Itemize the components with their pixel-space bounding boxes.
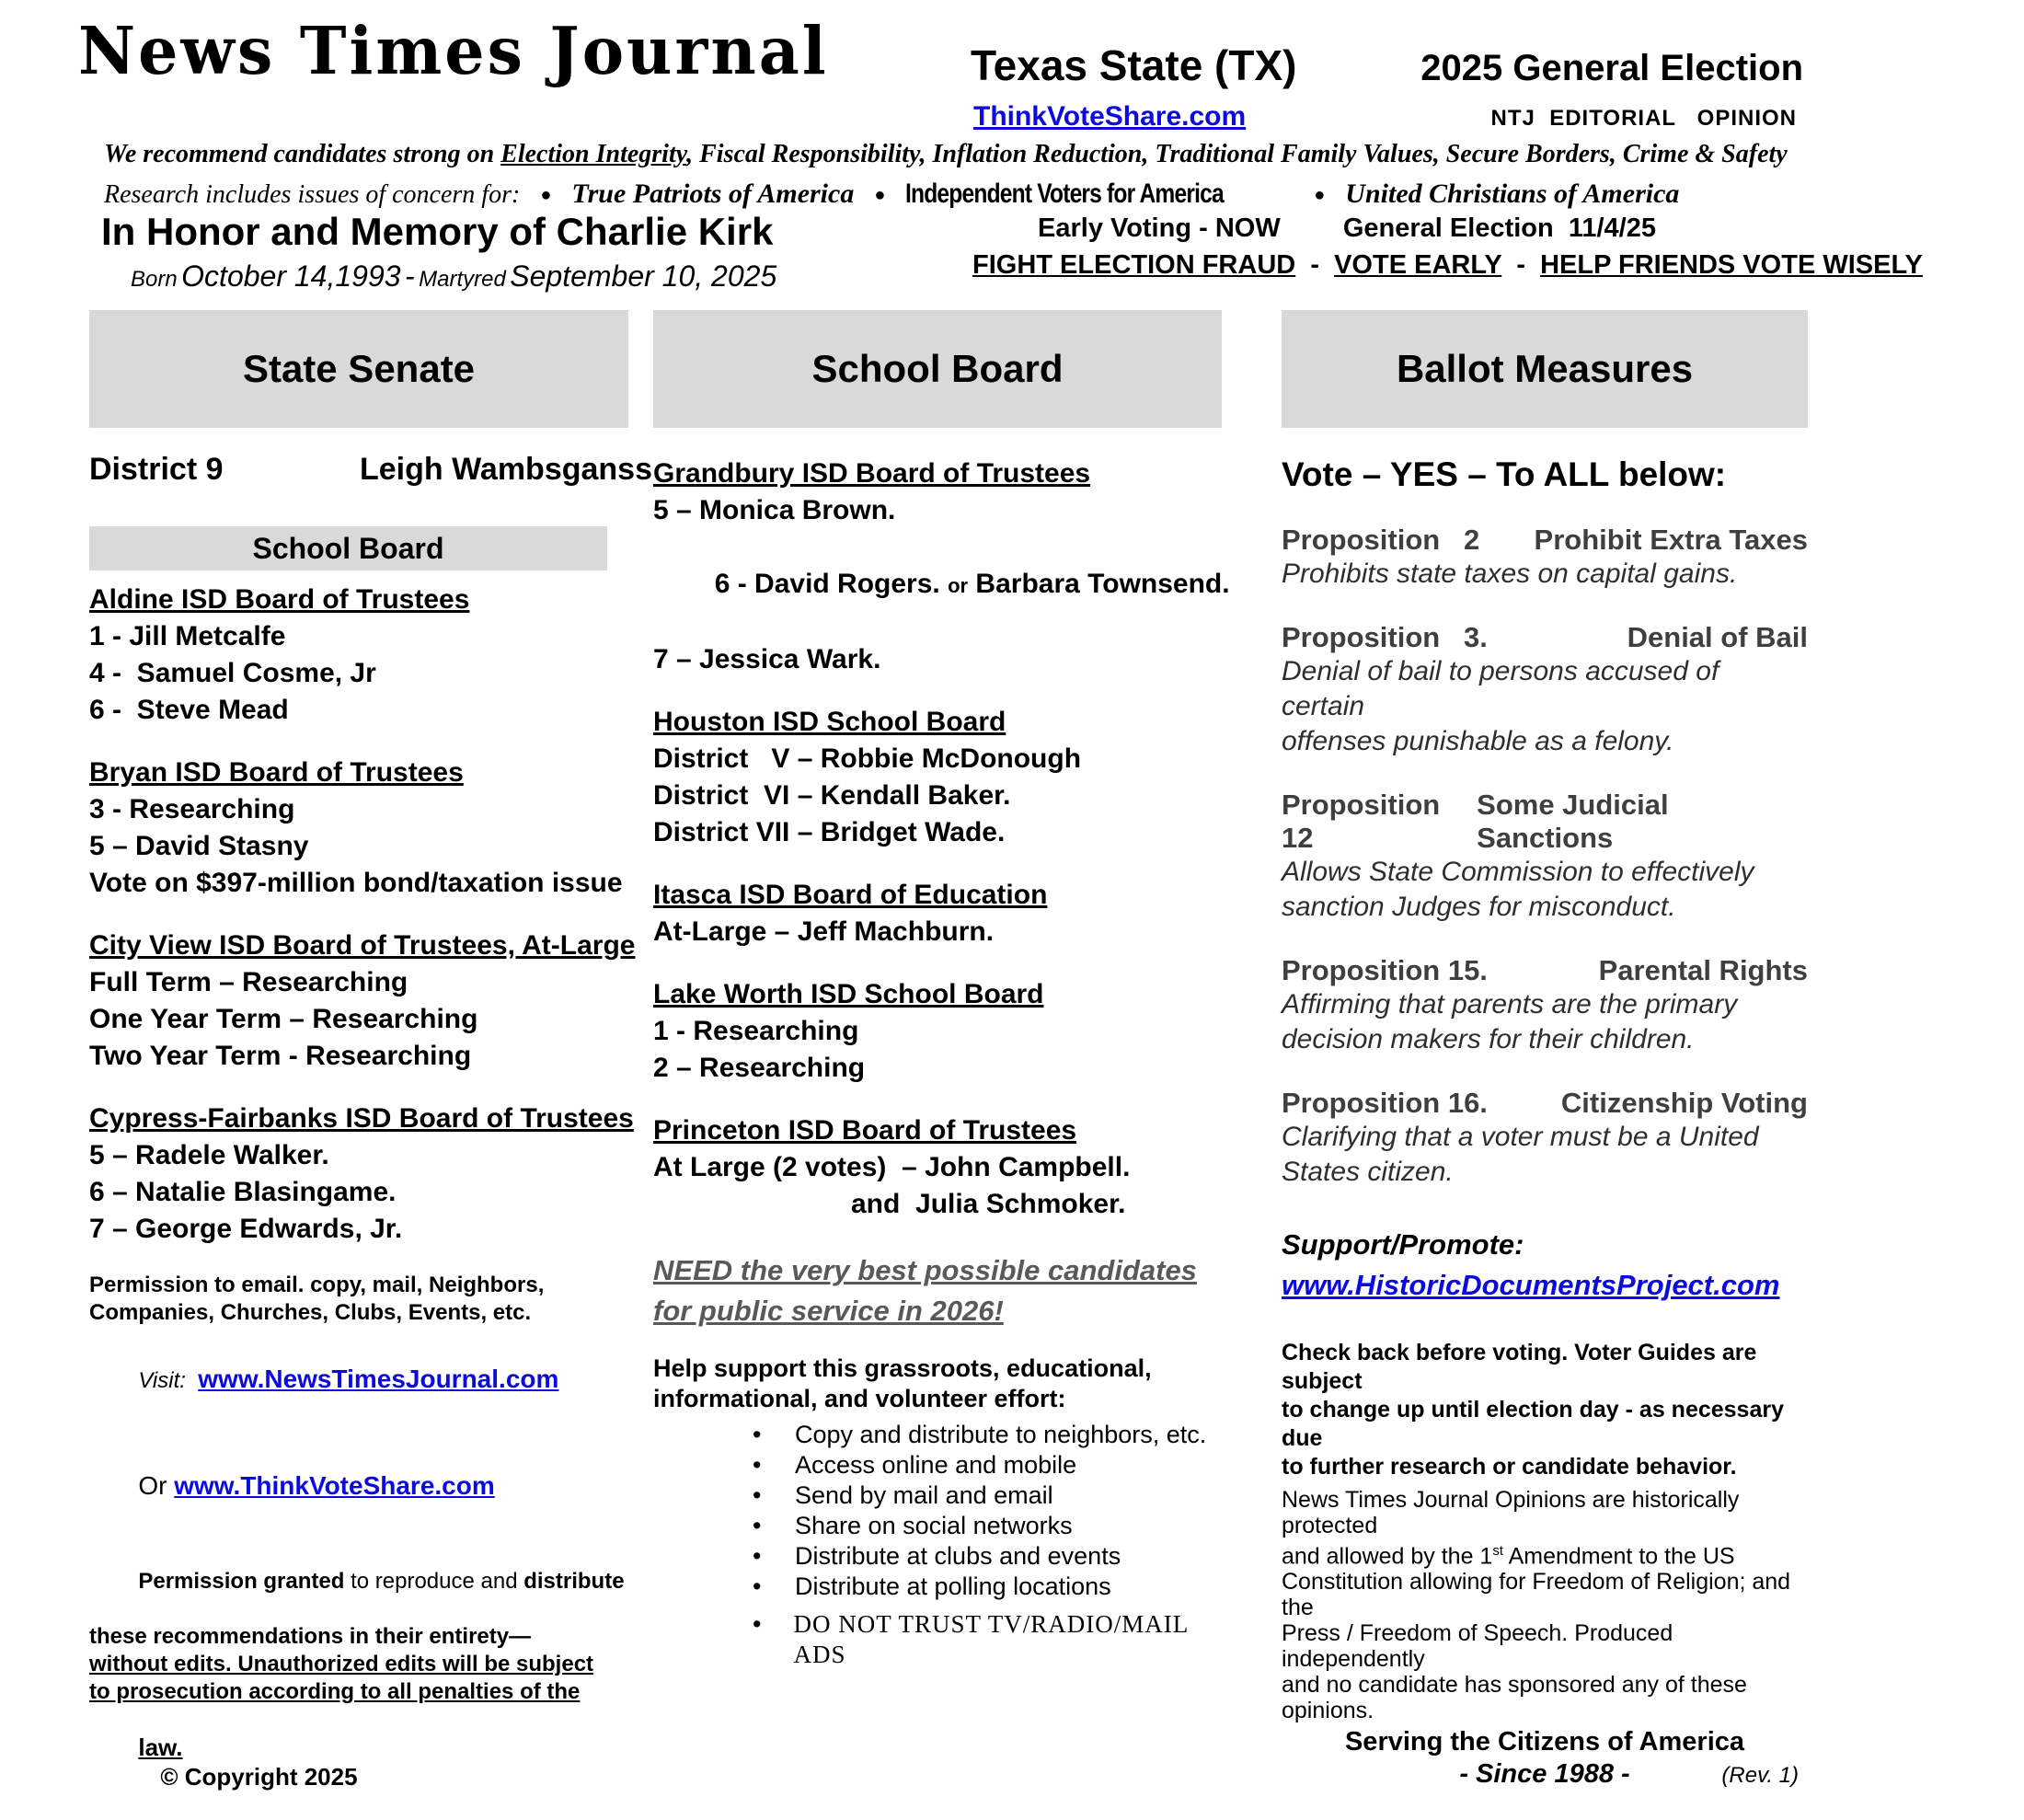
born-label: Born bbox=[131, 267, 178, 292]
permission-block bbox=[89, 1272, 652, 1820]
copyright-row bbox=[89, 1706, 652, 1820]
isd-section bbox=[89, 754, 652, 902]
candidate-line: District V – Robbie McDonough bbox=[653, 743, 1082, 774]
opinions-line bbox=[1282, 1538, 1808, 1569]
help-friends: HELP FRIENDS VOTE WISELY bbox=[1540, 250, 1923, 280]
help-line: Help support this grassroots, educational, bbox=[653, 1354, 1152, 1382]
candidate-line: 1 - Jill Metcalfe bbox=[89, 621, 286, 651]
proposition-desc: Prohibits state taxes on capital gains. bbox=[1282, 559, 1738, 589]
group-united-christians: United Christians of America bbox=[1345, 179, 1680, 209]
support-promote-block bbox=[1282, 1228, 1808, 1302]
column-state-senate bbox=[89, 310, 652, 1820]
list-item bbox=[653, 1420, 1231, 1450]
granted-bold: Permission granted bbox=[138, 1569, 345, 1594]
proposition bbox=[1282, 1087, 1808, 1190]
proposition-title: Some Judicial Sanctions bbox=[1477, 789, 1677, 854]
bullet-text: Copy and distribute to neighbors, etc. bbox=[795, 1421, 1207, 1448]
historicdocuments-link[interactable]: www.HistoricDocumentsProject.com bbox=[1282, 1269, 1780, 1301]
proposition-number: Proposition 15. bbox=[1282, 954, 1488, 986]
bullet-text: Distribute at polling locations bbox=[795, 1572, 1111, 1600]
candidate-line: 3 - Researching bbox=[89, 794, 295, 824]
list-item bbox=[653, 1480, 1231, 1511]
thinkvoteshare-header-link[interactable]: ThinkVoteShare.com bbox=[973, 101, 1247, 132]
notice-line: Check back before voting. Voter Guides are subject bbox=[1282, 1340, 1757, 1394]
copyright-label: © Copyright 2025 bbox=[160, 1763, 358, 1791]
fight-election-fraud: FIGHT ELECTION FRAUD bbox=[972, 250, 1296, 280]
candidate-line: 6 - Steve Mead bbox=[89, 695, 289, 725]
section-heading: Itasca ISD Board of Education bbox=[653, 880, 1048, 910]
isd-section bbox=[89, 927, 652, 1075]
newspaper-logo: News Times Journal bbox=[78, 13, 829, 90]
ballot-measures-header: Ballot Measures bbox=[1282, 310, 1808, 428]
section-heading: Aldine ISD Board of Trustees bbox=[89, 584, 470, 615]
proposition-heading bbox=[1282, 1087, 1808, 1120]
proposition-number: Proposition 16. bbox=[1282, 1087, 1488, 1119]
need-callout bbox=[653, 1250, 1231, 1331]
candidate-line: 1 - Researching bbox=[653, 1016, 859, 1046]
proposition-desc: Affirming that parents are the primary bbox=[1282, 989, 1738, 1019]
proposition-heading bbox=[1282, 954, 1808, 987]
candidate-line: Two Year Term - Researching bbox=[89, 1041, 472, 1071]
candidate-line: District VII – Bridget Wade. bbox=[653, 817, 1006, 847]
candidate-line: 5 – Monica Brown. bbox=[653, 495, 896, 525]
candidate-line: At-Large – Jeff Machburn. bbox=[653, 916, 995, 947]
granted-line bbox=[89, 1540, 652, 1623]
bullet-icon: • bbox=[753, 1421, 762, 1448]
proposition bbox=[1282, 524, 1808, 592]
state-title: Texas State (TX) bbox=[971, 41, 1297, 89]
proposition-desc: decision makers for their children. bbox=[1282, 1024, 1695, 1054]
proposition-desc: States citizen. bbox=[1282, 1157, 1454, 1187]
proposition-title: Citizenship Voting bbox=[1560, 1087, 1808, 1119]
isd-section bbox=[653, 1112, 1231, 1223]
granted-regular: to reproduce and bbox=[344, 1569, 524, 1594]
or-row bbox=[89, 1434, 652, 1540]
opinions-line: and no candidate has sponsored any of these opinions. bbox=[1282, 1672, 1747, 1724]
proposition-heading bbox=[1282, 621, 1808, 654]
candidate-line: 5 – Radele Walker. bbox=[89, 1140, 329, 1170]
column-school-board bbox=[653, 310, 1231, 1670]
isd-section bbox=[653, 877, 1231, 950]
proposition bbox=[1282, 954, 1808, 1057]
opinions-line: Constitution allowing for Freedom of Religion; and the bbox=[1282, 1569, 1791, 1621]
isd-section bbox=[89, 582, 652, 729]
newstimesjournal-link[interactable]: www.NewsTimesJournal.com bbox=[198, 1365, 559, 1393]
proposition-desc: sanction Judges for misconduct. bbox=[1282, 892, 1676, 922]
bullet-icon: • bbox=[753, 1512, 762, 1539]
bullet-icon: ● bbox=[1314, 185, 1326, 205]
born-date: October 14,1993 bbox=[181, 259, 401, 293]
opinions-line: Press / Freedom of Speech. Produced independently bbox=[1282, 1620, 1673, 1673]
isd-section bbox=[89, 1100, 652, 1248]
bullet-icon: ● bbox=[874, 185, 886, 205]
general-election-date: General Election 11/4/25 bbox=[1342, 213, 1656, 243]
section-heading: Bryan ISD Board of Trustees bbox=[89, 757, 464, 788]
dash: - bbox=[405, 259, 415, 293]
list-item bbox=[653, 1450, 1231, 1480]
candidate-line: and Julia Schmoker. bbox=[851, 1189, 1126, 1219]
vote-early: VOTE EARLY bbox=[1334, 250, 1502, 280]
notice-line: to further research or candidate behavior. bbox=[1282, 1454, 1737, 1480]
candidate-line: 2 – Researching bbox=[653, 1053, 866, 1083]
candidate-line: 7 – George Edwards, Jr. bbox=[89, 1214, 403, 1244]
recommend-prefix: We recommend candidates strong on bbox=[104, 140, 501, 168]
vote-yes-heading: Vote – YES – To ALL below: bbox=[1282, 455, 1727, 493]
bullet-text: Access online and mobile bbox=[795, 1451, 1077, 1479]
candidate-line: 6 – Natalie Blasingame. bbox=[89, 1177, 397, 1207]
martyred-date: September 10, 2025 bbox=[510, 259, 777, 293]
list-item bbox=[653, 1511, 1231, 1541]
superscript: st bbox=[1492, 1543, 1504, 1559]
recommend-underlined: Election Integrity bbox=[500, 140, 687, 168]
candidate-line: Vote on $397-million bond/taxation issue bbox=[89, 868, 623, 898]
isd-section bbox=[653, 455, 1231, 678]
school-board-header: School Board bbox=[653, 310, 1222, 428]
list-item bbox=[653, 1541, 1231, 1572]
candidate-line: 7 – Jessica Wark. bbox=[653, 644, 881, 674]
candidate-part: 6 - David Rogers. bbox=[714, 569, 949, 599]
bullet-text: Send by mail and email bbox=[795, 1481, 1053, 1509]
proposition-desc: offenses punishable as a felony. bbox=[1282, 726, 1674, 756]
permission-line: Companies, Churches, Clubs, Events, etc. bbox=[89, 1300, 532, 1325]
proposition-title: Denial of Bail bbox=[1627, 621, 1808, 653]
opinions-line: News Times Journal Opinions are historically protected bbox=[1282, 1487, 1740, 1538]
since-label: - Since 1988 - bbox=[1459, 1759, 1630, 1790]
proposition-heading bbox=[1282, 789, 1808, 855]
section-heading: Cypress-Fairbanks ISD Board of Trustees bbox=[89, 1103, 634, 1134]
proposition bbox=[1282, 621, 1808, 759]
permission-line: Permission to email. copy, mail, Neighbors, bbox=[89, 1273, 545, 1297]
proposition-heading bbox=[1282, 524, 1808, 557]
candidate-line: 4 - Samuel Cosme, Jr bbox=[89, 658, 376, 688]
candidate-part: Barbara Townsend. bbox=[968, 569, 1230, 599]
separator: - bbox=[1501, 250, 1541, 280]
revision-label: (Rev. 1) bbox=[1721, 1763, 1799, 1789]
proposition-number: Proposition 3. bbox=[1282, 621, 1488, 653]
separator: - bbox=[1295, 250, 1335, 280]
proposition-desc: Allows State Commission to effectively bbox=[1282, 857, 1754, 887]
check-back-notice bbox=[1282, 1339, 1808, 1481]
notice-line: to change up until election day - as necessary due bbox=[1282, 1397, 1784, 1451]
editorial-label: NTJ EDITORIAL OPINION bbox=[1490, 106, 1797, 131]
header-titles bbox=[971, 40, 1803, 90]
proposition-desc: Clarifying that a voter must be a United bbox=[1282, 1122, 1759, 1152]
list-item bbox=[653, 1572, 1231, 1602]
early-voting-label: Early Voting - NOW bbox=[1038, 213, 1281, 243]
need-line: NEED the very best possible candidates bbox=[653, 1254, 1197, 1286]
bullet-icon: • bbox=[753, 1481, 762, 1509]
bullet-icon: • bbox=[753, 1451, 762, 1479]
proposition-title: Prohibit Extra Taxes bbox=[1534, 524, 1808, 556]
thinkvoteshare-link[interactable]: www.ThinkVoteShare.com bbox=[174, 1471, 495, 1500]
group-true-patriots: True Patriots of America bbox=[571, 179, 855, 209]
born-martyred-line bbox=[131, 259, 776, 294]
district-label: District 9 bbox=[89, 452, 224, 487]
honor-title: In Honor and Memory of Charlie Kirk bbox=[101, 210, 774, 253]
header-subtitles bbox=[973, 101, 1797, 132]
section-heading: Princeton ISD Board of Trustees bbox=[653, 1115, 1077, 1146]
opinions-part: and allowed by the 1 bbox=[1282, 1543, 1493, 1570]
need-line: for public service in 2026! bbox=[653, 1295, 1004, 1327]
candidate-line: 5 – David Stasny bbox=[89, 831, 309, 861]
isd-section bbox=[653, 704, 1231, 851]
list-item bbox=[653, 1609, 1231, 1670]
state-senate-header: State Senate bbox=[89, 310, 628, 428]
serving-tagline: Serving the Citizens of America bbox=[1344, 1727, 1745, 1757]
proposition-number: Proposition 12 bbox=[1282, 789, 1448, 854]
bullet-icon: • bbox=[753, 1572, 762, 1600]
opinions-part: Amendment to the US bbox=[1503, 1543, 1735, 1570]
voting-dates-row bbox=[1038, 213, 1656, 244]
district-candidate: Leigh Wambsganss bbox=[359, 452, 652, 487]
election-title: 2025 General Election bbox=[1420, 48, 1803, 88]
section-heading: Houston ISD School Board bbox=[653, 707, 1006, 737]
or-label: Or bbox=[138, 1471, 175, 1500]
district-row bbox=[89, 452, 652, 488]
candidate-line: Full Term – Researching bbox=[89, 967, 408, 997]
martyred-label: Martyred bbox=[419, 267, 506, 292]
or-label: or bbox=[948, 574, 969, 597]
visit-label: Visit: bbox=[138, 1368, 199, 1393]
recommend-suffix: , Fiscal Responsibility, Inflation Reduction, Traditional Family Values, Secure Borders, Crime & Safety bbox=[686, 140, 1788, 168]
isd-section bbox=[653, 976, 1231, 1087]
bullet-icon: • bbox=[753, 1610, 762, 1638]
granted-line-underlined: without edits. Unauthorized edits will be subject bbox=[89, 1652, 594, 1676]
recommendation-line bbox=[104, 140, 1788, 169]
candidate-line: At Large (2 votes) – John Campbell. bbox=[653, 1152, 1131, 1182]
do-not-trust-ads: DO NOT TRUST TV/RADIO/MAIL ADS bbox=[793, 1610, 1189, 1668]
visit-row bbox=[89, 1327, 652, 1434]
section-heading: Grandbury ISD Board of Trustees bbox=[653, 458, 1091, 489]
section-heading: City View ISD Board of Trustees, At-Large bbox=[89, 930, 636, 961]
proposition-number: Proposition 2 bbox=[1282, 524, 1480, 556]
proposition-desc: Denial of bail to persons accused of certain bbox=[1282, 656, 1719, 721]
research-line bbox=[104, 179, 1788, 210]
column-ballot-measures bbox=[1282, 310, 1808, 1790]
candidate-line bbox=[653, 529, 1231, 641]
granted-bold: distribute bbox=[523, 1569, 625, 1594]
candidate-line: One Year Term – Researching bbox=[89, 1004, 478, 1034]
proposition-title: Parental Rights bbox=[1598, 954, 1808, 986]
bullet-icon: ● bbox=[540, 185, 552, 205]
law-underlined: law. bbox=[138, 1734, 183, 1761]
bullet-icon: • bbox=[753, 1542, 762, 1570]
since-row bbox=[1282, 1759, 1808, 1790]
help-line: informational, and volunteer effort: bbox=[653, 1385, 1066, 1412]
fight-fraud-line bbox=[972, 250, 1923, 281]
section-heading: Lake Worth ISD School Board bbox=[653, 979, 1044, 1009]
support-label: Support/Promote: bbox=[1282, 1228, 1524, 1261]
candidate-line: District VI – Kendall Baker. bbox=[653, 780, 1011, 811]
group-independent-voters: Independent Voters for America bbox=[905, 179, 1225, 209]
help-support-block bbox=[653, 1353, 1231, 1414]
granted-line-underlined: to prosecution according to all penalties of the bbox=[89, 1679, 581, 1704]
research-prefix: Research includes issues of concern for: bbox=[104, 180, 521, 209]
granted-line: these recommendations in their entirety— bbox=[89, 1624, 532, 1649]
legal-opinions-text bbox=[1282, 1487, 1808, 1723]
proposition bbox=[1282, 789, 1808, 925]
support-bullet-list bbox=[653, 1420, 1231, 1670]
school-board-subheader: School Board bbox=[89, 526, 607, 570]
bullet-text: Share on social networks bbox=[795, 1512, 1073, 1539]
bullet-text: Distribute at clubs and events bbox=[795, 1542, 1121, 1570]
